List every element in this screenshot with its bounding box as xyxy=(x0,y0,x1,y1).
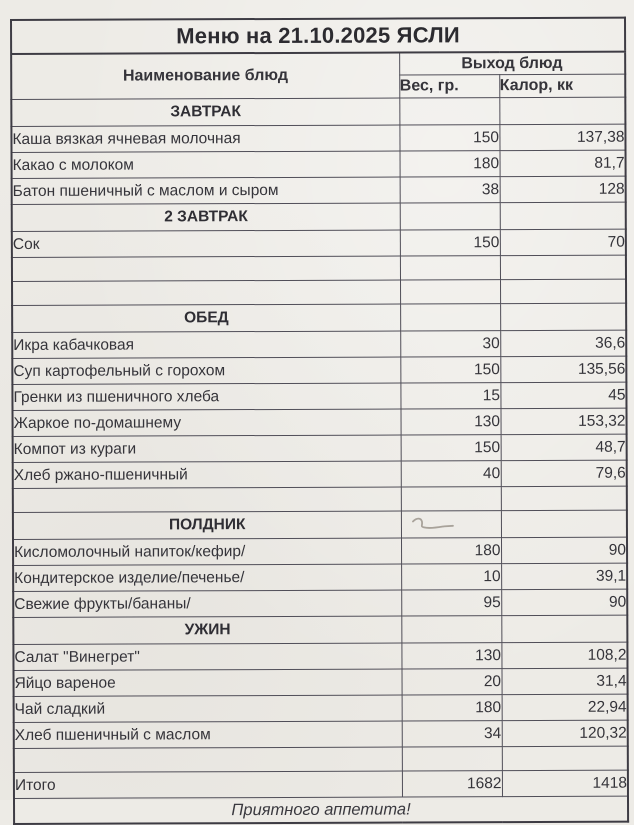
menu-item-row xyxy=(12,382,626,410)
weight-cell xyxy=(400,203,500,230)
dish-name-cell: Компот из кураги xyxy=(13,435,401,462)
menu-item-row xyxy=(12,176,626,204)
weight-cell: 1682 xyxy=(402,771,502,797)
menu-item-row xyxy=(13,537,627,565)
menu-item-row xyxy=(13,408,627,436)
calories-cell: 39,1 xyxy=(501,563,627,589)
dish-name-cell: Батон пшеничный с маслом и сыром xyxy=(12,177,400,204)
weight-cell xyxy=(402,747,502,771)
weight-cell: 34 xyxy=(402,721,502,747)
dish-name-cell xyxy=(13,487,401,512)
calories-cell: 137,38 xyxy=(499,124,625,150)
calories-cell: 135,56 xyxy=(500,356,626,382)
weight-cell: 150 xyxy=(401,435,501,461)
section-row xyxy=(12,303,626,332)
page-title: Меню на 21.10.2025 ЯСЛИ xyxy=(11,18,625,54)
dish-name-cell: Кондитерское изделие/печенье/ xyxy=(13,564,401,591)
weight-cell: 150 xyxy=(400,230,500,256)
dish-name-cell xyxy=(12,280,400,305)
weight-cell: 38 xyxy=(400,177,500,203)
footer-message: Приятного аппетита! xyxy=(14,796,628,824)
menu-item-row xyxy=(13,460,627,488)
weight-cell: 10 xyxy=(401,564,501,590)
menu-item-row xyxy=(13,589,627,617)
column-header-calories: Калор, кк xyxy=(499,74,625,97)
calories-cell: 108,2 xyxy=(501,642,627,668)
weight-cell: 15 xyxy=(400,383,500,409)
section-row xyxy=(13,510,627,539)
calories-cell xyxy=(499,97,625,124)
scanned-menu-sheet xyxy=(10,17,629,825)
section-row xyxy=(12,202,626,231)
dish-name-cell: Хлеб ржано-пшеничный xyxy=(13,461,401,488)
dish-name-cell: Икра кабачковая xyxy=(12,331,400,358)
weight-cell xyxy=(401,487,501,511)
calories-cell: 31,4 xyxy=(501,668,627,694)
dish-name-cell: Какао с молоком xyxy=(12,151,400,178)
dish-name-cell: Суп картофельный с горохом xyxy=(12,357,400,384)
weight-cell: 180 xyxy=(402,695,502,721)
weight-cell xyxy=(400,280,500,304)
weight-cell xyxy=(400,256,500,280)
menu-item-row xyxy=(13,563,627,591)
title-row xyxy=(11,18,625,54)
header-row-top xyxy=(11,52,625,77)
weight-cell: 130 xyxy=(401,643,501,669)
menu-item-row xyxy=(12,150,626,178)
weight-cell xyxy=(401,511,501,538)
weight-cell: 40 xyxy=(401,461,501,487)
dish-name-cell: Гренки из пшеничного хлеба xyxy=(12,383,400,410)
calories-cell: 36,6 xyxy=(500,330,626,356)
menu-item-row xyxy=(13,642,627,670)
total-label: Итого xyxy=(14,771,402,798)
section-title: УЖИН xyxy=(13,616,401,644)
menu-item-row xyxy=(12,229,626,257)
calories-cell xyxy=(500,303,626,330)
column-header-output-group: Выход блюд xyxy=(399,52,625,75)
empty-row xyxy=(13,486,627,512)
calories-cell xyxy=(500,255,626,279)
menu-item-row xyxy=(11,124,625,152)
menu-item-row xyxy=(14,694,628,722)
empty-row xyxy=(14,746,628,772)
column-header-weight: Вес, гр. xyxy=(399,75,499,98)
dish-name-cell: Каша вязкая ячневая молочная xyxy=(11,125,399,152)
dish-name-cell: Салат "Винегрет" xyxy=(13,643,401,670)
calories-cell xyxy=(501,510,627,537)
weight-cell xyxy=(401,616,501,643)
weight-cell: 20 xyxy=(401,669,501,695)
calories-cell: 81,7 xyxy=(500,150,626,176)
weight-cell: 150 xyxy=(399,125,499,151)
dish-name-cell: Свежие фрукты/бананы/ xyxy=(13,590,401,617)
calories-cell: 45 xyxy=(500,382,626,408)
footer-row xyxy=(14,796,628,824)
calories-cell: 48,7 xyxy=(501,434,627,460)
menu-item-row xyxy=(14,668,628,696)
calories-cell: 153,32 xyxy=(500,408,626,434)
section-title: 2 ЗАВТРАК xyxy=(12,203,400,231)
calories-cell: 128 xyxy=(500,176,626,202)
weight-cell: 130 xyxy=(401,409,501,435)
calories-cell xyxy=(500,202,626,229)
total-row xyxy=(14,770,628,798)
menu-item-row xyxy=(12,330,626,358)
calories-cell: 90 xyxy=(501,537,627,563)
weight-cell: 180 xyxy=(401,538,501,564)
weight-cell xyxy=(399,98,499,125)
menu-table xyxy=(10,17,629,825)
calories-cell: 79,6 xyxy=(501,460,627,486)
weight-cell: 180 xyxy=(400,151,500,177)
dish-name-cell: Хлеб пшеничный с маслом xyxy=(14,721,402,748)
dish-name-cell xyxy=(12,256,400,281)
weight-cell: 30 xyxy=(400,331,500,357)
empty-row xyxy=(12,255,626,281)
menu-table-body xyxy=(11,97,628,824)
pen-mark-artifact xyxy=(409,515,455,533)
menu-item-row xyxy=(14,720,628,748)
dish-name-cell: Кисломолочный напиток/кефир/ xyxy=(13,538,401,565)
dish-name-cell: Яйцо вареное xyxy=(14,669,402,696)
dish-name-cell: Сок xyxy=(12,230,400,257)
weight-cell xyxy=(400,304,500,331)
dish-name-cell: Чай сладкий xyxy=(14,695,402,722)
calories-cell: 22,94 xyxy=(502,694,628,720)
section-title: ПОЛДНИК xyxy=(13,511,401,539)
dish-name-cell: Жаркое по-домашнему xyxy=(13,409,401,436)
weight-cell: 150 xyxy=(400,357,500,383)
dish-name-cell xyxy=(14,747,402,772)
weight-cell: 95 xyxy=(401,590,501,616)
empty-row xyxy=(12,279,626,305)
menu-item-row xyxy=(12,356,626,384)
calories-cell xyxy=(502,746,628,770)
calories-cell: 1418 xyxy=(502,770,628,796)
calories-cell xyxy=(501,615,627,642)
section-title: ЗАВТРАК xyxy=(11,98,399,126)
calories-cell: 120,32 xyxy=(502,720,628,746)
calories-cell: 70 xyxy=(500,229,626,255)
section-row xyxy=(13,615,627,644)
section-title: ОБЕД xyxy=(12,304,400,332)
column-header-name: Наименование блюд xyxy=(11,53,399,100)
calories-cell: 90 xyxy=(501,589,627,615)
section-row xyxy=(11,97,625,126)
menu-item-row xyxy=(13,434,627,462)
calories-cell xyxy=(501,486,627,510)
calories-cell xyxy=(500,279,626,303)
